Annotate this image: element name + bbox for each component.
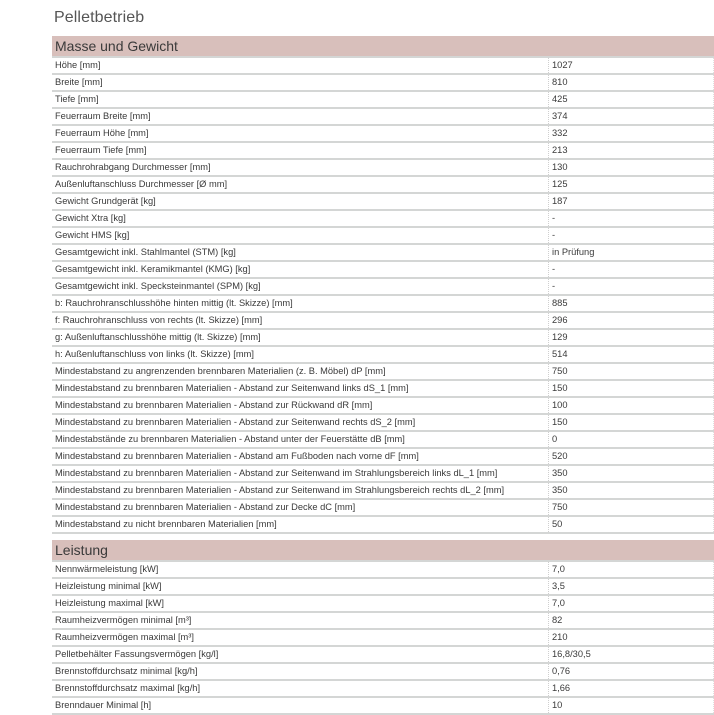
table-row bbox=[52, 211, 714, 228]
table-row bbox=[52, 483, 714, 500]
row-label: Gesamtgewicht inkl. Stahlmantel (STM) [kg] bbox=[55, 247, 236, 257]
table-row bbox=[52, 194, 714, 211]
table-row bbox=[52, 126, 714, 143]
table-row bbox=[52, 279, 714, 296]
row-label: Raumheizvermögen minimal [m³] bbox=[55, 615, 192, 625]
section-masse-und-gewicht bbox=[52, 36, 714, 534]
row-label: Mindestabstand zu angrenzenden brennbaren Materialien (z. B. Möbel) dP [mm] bbox=[55, 366, 386, 376]
row-value: - bbox=[548, 279, 714, 294]
row-label: Brennstoffdurchsatz minimal [kg/h] bbox=[55, 666, 198, 676]
row-value: 150 bbox=[548, 381, 714, 396]
row-label: Außenluftanschluss Durchmesser [Ø mm] bbox=[55, 179, 228, 189]
table-row bbox=[52, 630, 714, 647]
row-value: 350 bbox=[548, 466, 714, 481]
row-value: 130 bbox=[548, 160, 714, 175]
row-value: 885 bbox=[548, 296, 714, 311]
row-label: Mindestabstand zu brennbaren Materialien - Abstand zur Seitenwand im Strahlungsbereich links dL_1 [mm] bbox=[55, 468, 498, 478]
section-header: Leistung bbox=[52, 540, 714, 560]
table-row bbox=[52, 245, 714, 262]
row-label: Mindestabstand zu nicht brennbaren Materialien [mm] bbox=[55, 519, 277, 529]
row-value: 750 bbox=[548, 500, 714, 515]
table-row bbox=[52, 160, 714, 177]
spec-table bbox=[52, 56, 714, 534]
row-value: 332 bbox=[548, 126, 714, 141]
table-row bbox=[52, 664, 714, 681]
row-label: Feuerraum Breite [mm] bbox=[55, 111, 151, 121]
row-value: - bbox=[548, 211, 714, 226]
row-label: Mindestabstände zu brennbaren Materialien - Abstand unter der Feuerstätte dB [mm] bbox=[55, 434, 405, 444]
table-row bbox=[52, 330, 714, 347]
row-label: b: Rauchrohranschlusshöhe hinten mittig (lt. Skizze) [mm] bbox=[55, 298, 293, 308]
row-label: Nennwärmeleistung [kW] bbox=[55, 564, 159, 574]
row-label: Mindestabstand zu brennbaren Materialien - Abstand zur Rückwand dR [mm] bbox=[55, 400, 373, 410]
row-label: f: Rauchrohranschluss von rechts (lt. Skizze) [mm] bbox=[55, 315, 263, 325]
row-label: Breite [mm] bbox=[55, 77, 103, 87]
table-row bbox=[52, 432, 714, 449]
row-label: Raumheizvermögen maximal [m³] bbox=[55, 632, 194, 642]
table-row bbox=[52, 364, 714, 381]
table-row bbox=[52, 681, 714, 698]
table-row bbox=[52, 92, 714, 109]
row-value: 82 bbox=[548, 613, 714, 628]
row-value: 520 bbox=[548, 449, 714, 464]
table-row bbox=[52, 698, 714, 715]
table-row bbox=[52, 613, 714, 630]
row-value: in Prüfung bbox=[548, 245, 714, 260]
row-value: 16,8/30,5 bbox=[548, 647, 714, 662]
table-row bbox=[52, 347, 714, 364]
row-label: Gesamtgewicht inkl. Specksteinmantel (SPM) [kg] bbox=[55, 281, 261, 291]
table-row bbox=[52, 466, 714, 483]
table-row bbox=[52, 647, 714, 664]
table-row bbox=[52, 228, 714, 245]
row-value: 50 bbox=[548, 517, 714, 532]
row-label: Heizleistung maximal [kW] bbox=[55, 598, 165, 608]
row-label: Brennstoffdurchsatz maximal [kg/h] bbox=[55, 683, 201, 693]
table-row bbox=[52, 517, 714, 534]
row-value: 187 bbox=[548, 194, 714, 209]
row-value: 210 bbox=[548, 630, 714, 645]
row-label: Gewicht HMS [kg] bbox=[55, 230, 130, 240]
row-value: 125 bbox=[548, 177, 714, 192]
table-row bbox=[52, 596, 714, 613]
row-label: Heizleistung minimal [kW] bbox=[55, 581, 162, 591]
row-value: 3,5 bbox=[548, 579, 714, 594]
table-row bbox=[52, 177, 714, 194]
row-label: Mindestabstand zu brennbaren Materialien - Abstand zur Seitenwand im Strahlungsbereich rechts dL_2 [mm] bbox=[55, 485, 505, 495]
table-row bbox=[52, 579, 714, 596]
row-value: 0 bbox=[548, 432, 714, 447]
row-value: 750 bbox=[548, 364, 714, 379]
row-value: 296 bbox=[548, 313, 714, 328]
table-row bbox=[52, 58, 714, 75]
row-label: Pelletbehälter Fassungsvermögen [kg/l] bbox=[55, 649, 219, 659]
row-value: 150 bbox=[548, 415, 714, 430]
row-label: Gesamtgewicht inkl. Keramikmantel (KMG) [kg] bbox=[55, 264, 251, 274]
row-label: Mindestabstand zu brennbaren Materialien - Abstand zur Seitenwand rechts dS_2 [mm] bbox=[55, 417, 416, 427]
row-label: Mindestabstand zu brennbaren Materialien - Abstand am Fußboden nach vorne dF [mm] bbox=[55, 451, 419, 461]
table-row bbox=[52, 381, 714, 398]
row-value: 1,66 bbox=[548, 681, 714, 696]
row-label: Gewicht Xtra [kg] bbox=[55, 213, 126, 223]
row-value: 7,0 bbox=[548, 562, 714, 577]
table-row bbox=[52, 398, 714, 415]
table-row bbox=[52, 143, 714, 160]
row-value: 1027 bbox=[548, 58, 714, 73]
row-value: 425 bbox=[548, 92, 714, 107]
row-label: Feuerraum Tiefe [mm] bbox=[55, 145, 147, 155]
row-label: Feuerraum Höhe [mm] bbox=[55, 128, 149, 138]
row-label: g: Außenluftanschlusshöhe mittig (lt. Skizze) [mm] bbox=[55, 332, 261, 342]
table-row bbox=[52, 500, 714, 517]
row-label: Mindestabstand zu brennbaren Materialien - Abstand zur Seitenwand links dS_1 [mm] bbox=[55, 383, 409, 393]
row-value: 0,76 bbox=[548, 664, 714, 679]
page-title: Pelletbetrieb bbox=[54, 9, 145, 26]
row-value: 100 bbox=[548, 398, 714, 413]
spec-table bbox=[52, 560, 714, 715]
table-row bbox=[52, 109, 714, 126]
row-value: 350 bbox=[548, 483, 714, 498]
row-label: Rauchrohrabgang Durchmesser [mm] bbox=[55, 162, 211, 172]
table-row bbox=[52, 296, 714, 313]
section-header: Masse und Gewicht bbox=[52, 36, 714, 56]
row-value: 374 bbox=[548, 109, 714, 124]
table-row bbox=[52, 449, 714, 466]
table-row bbox=[52, 262, 714, 279]
row-label: Gewicht Grundgerät [kg] bbox=[55, 196, 156, 206]
row-value: 810 bbox=[548, 75, 714, 90]
row-value: 514 bbox=[548, 347, 714, 362]
table-row bbox=[52, 313, 714, 330]
row-value: - bbox=[548, 228, 714, 243]
table-row bbox=[52, 75, 714, 92]
row-value: - bbox=[548, 262, 714, 277]
section-leistung bbox=[52, 540, 714, 715]
row-value: 10 bbox=[548, 698, 714, 713]
row-label: Tiefe [mm] bbox=[55, 94, 99, 104]
row-label: Brenndauer Minimal [h] bbox=[55, 700, 152, 710]
row-label: Höhe [mm] bbox=[55, 60, 101, 70]
row-label: h: Außenluftanschluss von links (lt. Skizze) [mm] bbox=[55, 349, 254, 359]
row-value: 129 bbox=[548, 330, 714, 345]
row-value: 7,0 bbox=[548, 596, 714, 611]
row-value: 213 bbox=[548, 143, 714, 158]
row-label: Mindestabstand zu brennbaren Materialien - Abstand zur Decke dC [mm] bbox=[55, 502, 356, 512]
table-row bbox=[52, 415, 714, 432]
table-row bbox=[52, 562, 714, 579]
